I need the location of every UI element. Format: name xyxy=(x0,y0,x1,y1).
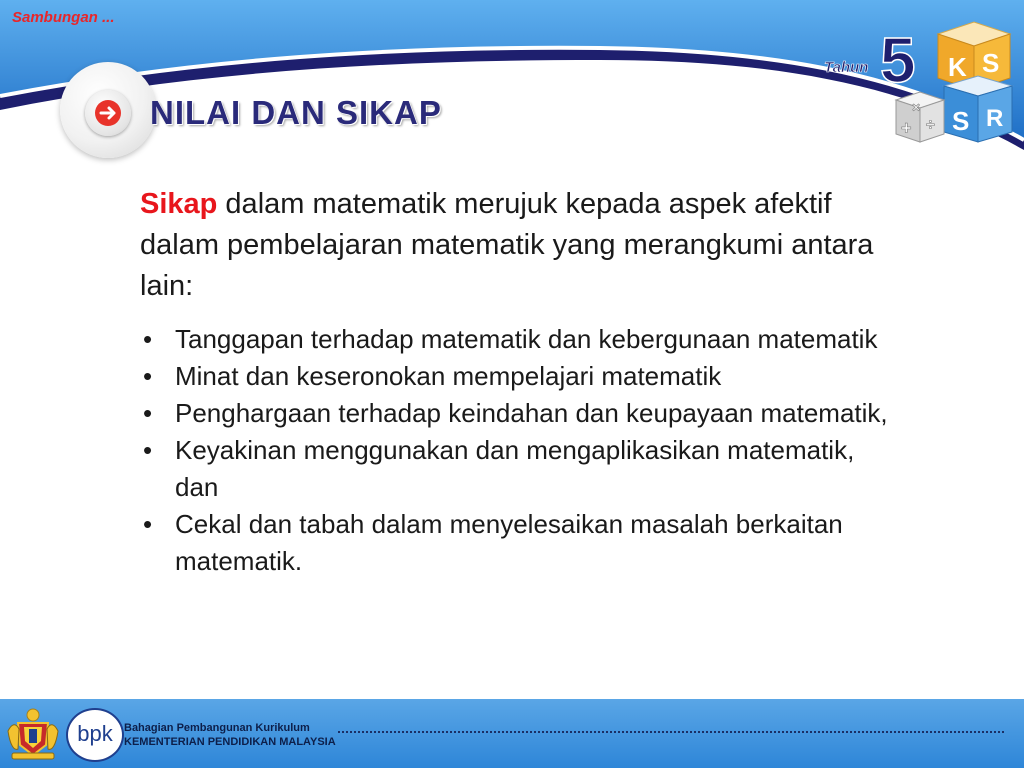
bullet-item: • Keyakinan menggunakan dan mengaplikasikan matematik, dan xyxy=(140,432,900,506)
cube-letter-r: R xyxy=(986,105,1004,132)
footer-bar xyxy=(0,699,1024,768)
logo-tahun-label: Tahun xyxy=(824,59,869,76)
arrow-button[interactable] xyxy=(85,90,131,136)
bullet-item: • Tanggapan terhadap matematik dan kebergunaan matematik xyxy=(140,321,900,358)
cube-letter-s: S xyxy=(952,106,970,136)
logo-grade: 5 xyxy=(880,24,916,96)
bullet-item: • Cekal dan tabah dalam menyelesaikan masalah berkaitan matematik. xyxy=(140,506,900,580)
intro-text: dalam matematik merujuk kepada aspek afektif dalam pembelajaran matematik yang merangkumi antara lain: xyxy=(140,188,874,302)
malaysia-crest-icon xyxy=(4,705,62,761)
bullet-list xyxy=(140,321,900,580)
operator-divide: ÷ xyxy=(926,117,935,134)
continuation-label: Sambungan ... xyxy=(12,9,115,26)
operator-times: × xyxy=(912,99,921,115)
page-title: NILAI DAN SIKAP xyxy=(150,94,442,131)
org-ministry: KEMENTERIAN PENDIDIKAN MALAYSIA xyxy=(124,736,336,748)
bpk-logo xyxy=(66,708,124,762)
slide-content xyxy=(140,184,900,580)
cube-letter-s-top: S xyxy=(982,48,1000,78)
bpk-logo-text: bpk xyxy=(77,721,113,746)
kssr-logo xyxy=(820,10,1020,150)
arrow-right-icon xyxy=(93,98,123,128)
bullet-item: • Minat dan keseronokan mempelajari matematik xyxy=(140,358,900,395)
bullet-item: • Penghargaan terhadap keindahan dan keupayaan matematik, xyxy=(140,395,900,432)
cube-letter-k: K xyxy=(948,52,967,82)
cube-bottom xyxy=(944,76,1012,142)
operator-cube xyxy=(896,92,944,142)
org-department: Bahagian Pembangunan Kurikulum xyxy=(124,722,310,734)
intro-paragraph xyxy=(140,184,900,307)
operator-plus: + xyxy=(901,118,912,138)
dotted-divider xyxy=(338,731,1004,733)
intro-keyword: Sikap xyxy=(140,188,218,220)
